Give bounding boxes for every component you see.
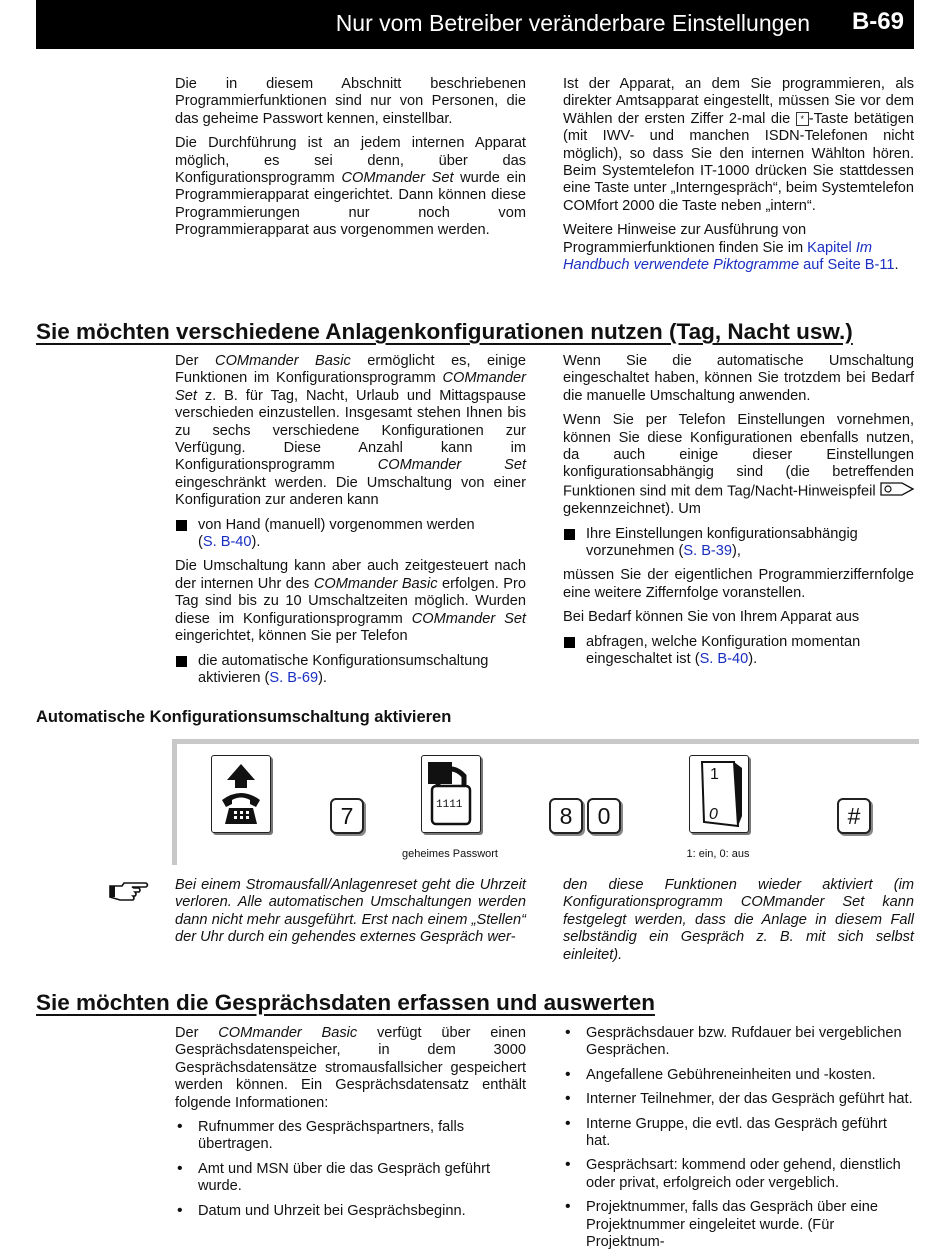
section-heading: Sie möchten verschiedene Anlagenkonfigurationen nutzen (Tag, Nacht usw.) xyxy=(36,319,853,344)
note-left: Bei einem Stromausfall/Anlagenreset geht die Uhrzeit verloren. Alle automatischen Umschaltungen werden dann nicht mehr ausgeführt. Erst nach einem „Stellen“ der Uhr durch ein gehendes externes Gespräch wer- xyxy=(175,877,526,946)
pointing-hand-icon xyxy=(108,880,150,909)
intro-paragraph: Die in diesem Abschnitt beschriebenen Programmierfunktionen sind nur von Personen, die das geheime Passwort kennen, einstellbar. xyxy=(175,76,526,127)
key-hash: # xyxy=(837,798,871,834)
key-0: 0 xyxy=(587,798,621,834)
intro-paragraph: Die Durchführung ist an jedem internen Apparat möglich, es sei denn, über das Konfigurationsprogramm COMmander Set wurde ein Programmierapparat eingerichtet. Dann können diese Programmierungen nur noch vom Programmierapparat aus vorgenommen werden. xyxy=(175,135,526,239)
page-number: B-69 xyxy=(851,8,904,35)
day-night-arrow-icon xyxy=(880,482,914,501)
bullet-dot-icon: • xyxy=(565,1024,571,1041)
bullet-dot-icon: • xyxy=(177,1118,183,1136)
bullet-square-icon xyxy=(564,529,575,540)
key-8: 8 xyxy=(549,798,583,834)
section-paragraph: Bei Bedarf können Sie von Ihrem Apparat aus xyxy=(563,609,860,626)
bullet-square-icon xyxy=(176,656,187,667)
list-item: • Gesprächsdauer bzw. Rufdauer bei vergeblichen Gesprächen. xyxy=(565,1024,902,1059)
page-link[interactable]: S. B-40 xyxy=(202,534,252,551)
bullet-dot-icon: • xyxy=(565,1198,571,1216)
password-digits: 1111 xyxy=(436,799,463,811)
bullet-dot-icon: • xyxy=(177,1201,183,1219)
page-link[interactable]: S. B-39 xyxy=(683,543,733,560)
list-item: die automatische Konfigurationsumschaltung aktivieren (S. B-69). xyxy=(175,653,526,688)
chapter-link[interactable]: Kapitel Im Handbuch verwendete Piktogramme auf Seite B-11 xyxy=(563,239,895,274)
section-paragraph: Der COMmander Basic ermöglicht es, einige Funktionen im Konfigurationsprogramm COMmander Set z. B. für Tag, Nacht, Urlaub und Mittagspause verschieden einzustellen. Insgesamt stehen Ihnen bis zu sechs verschiedene Konfigurationen zur Verfügung. Diese Anzahl kann im Konfigurationsprogramm COMmander Set eingeschränkt werden. Die Umschaltung von einer Konfiguration zur anderen kann xyxy=(175,353,526,509)
lift-handset-icon xyxy=(211,755,271,833)
list-item: • Amt und MSN über die das Gespräch geführt wurde. xyxy=(177,1159,491,1195)
intro-paragraph: Weitere Hinweise zur Ausführung von Programmierfunktionen finden Sie im Kapitel Im Handbuch verwendete Piktogramme auf Seite B-11. xyxy=(563,222,899,274)
section-paragraph: Wenn Sie per Telefon Einstellungen vornehmen, können Sie diese Konfigurationen ebenfalls nutzen, da auch einige dieser Einstellungen konfigurationsabhängig sind (die betreffenden Funktionen sind mit dem Tag/Nacht-Hinweispfeil gekennzeichnet). Um xyxy=(563,412,914,518)
header-title: Nur vom Betreiber veränderbare Einstellungen xyxy=(335,10,810,36)
section-paragraph: müssen Sie der eigentlichen Programmierziffernfolge eine weitere Ziffernfolge voranstellen. xyxy=(563,567,914,601)
bullet-dot-icon: • xyxy=(565,1156,571,1174)
section1-left-column xyxy=(175,353,526,694)
switch-off-label: 0 xyxy=(709,806,718,823)
on-off-switch-icon xyxy=(689,755,749,833)
section-paragraph: Wenn Sie die automatische Umschaltung eingeschaltet haben, können Sie trotzdem bei Bedarf die manuelle Umschaltung anwenden. xyxy=(563,353,914,404)
list-item: • Projektnummer, falls das Gespräch über eine Projektnummer eingeleitet wurde. (Für Projektnum- xyxy=(565,1198,879,1251)
note-right: den diese Funktionen wieder aktiviert (im Konfigurationsprogramm COMmander Set kann festgelegt werden, dass die Anlage in diesem Fall selbständig ein Gespräch z. B. mit sich selbst einleitet). xyxy=(563,877,914,963)
list-item: • Interner Teilnehmer, der das Gespräch geführt hat. xyxy=(565,1090,913,1108)
star-key-icon: * xyxy=(796,112,809,126)
page-link[interactable]: S. B-69 xyxy=(269,669,319,686)
procedure-panel xyxy=(172,739,919,865)
section2-right-column xyxy=(563,1025,914,1258)
subsection-heading: Automatische Konfigurationsumschaltung aktivieren xyxy=(36,708,452,726)
list-item: Ihre Einstellungen konfigurationsabhängig vorzunehmen (S. B-39), xyxy=(563,526,914,561)
list-item: • Gesprächsart: kommend oder gehend, dienstlich oder privat, erfolgreich oder vergeblich. xyxy=(565,1156,901,1191)
list-item: • Interne Gruppe, die evtl. das Gespräch geführt hat. xyxy=(565,1114,887,1150)
bullet-dot-icon: • xyxy=(565,1114,571,1132)
password-caption: geheimes Passwort xyxy=(402,848,498,860)
intro-left-column xyxy=(175,76,526,247)
list-item: • Angefallene Gebühreneinheiten und -kosten. xyxy=(565,1065,876,1083)
bullet-square-icon xyxy=(176,520,187,531)
section2-left-column xyxy=(175,1025,526,1227)
password-lock-icon xyxy=(421,755,481,833)
page-link[interactable]: S. B-40 xyxy=(699,651,749,668)
list-item: abfragen, welche Konfiguration momentan eingeschaltet ist (S. B-40). xyxy=(563,634,914,669)
intro-paragraph: Ist der Apparat, an dem Sie programmieren, als direkter Amtsapparat eingestellt, müssen Sie vor dem Wählen der ersten Ziffer 2-mal die * -Taste betätigen (mit IWV- und manchen ISDN-Telefonen nicht möglich), so dass Sie den internen Wählton hören. Beim Systemtelefon IT-1000 drücken Sie stattdessen eine Taste unter „Interngespräch“, beim Systemtelefon COMfort 2000 die Taste neben „intern“. xyxy=(563,76,914,214)
section-paragraph: Der COMmander Basic verfügt über einen Gesprächsdatenspeicher, in dem 3000 Gesprächsdatensätze stromausfallsicher gespeichert werden können. Ein Gesprächsdatensatz enthält folgende Informationen: xyxy=(175,1025,526,1111)
bullet-square-icon xyxy=(564,637,575,648)
section1-right-column xyxy=(563,353,914,676)
intro-right-column xyxy=(563,76,914,281)
list-item: von Hand (manuell) vorgenommen werden (S. B-40). xyxy=(175,517,526,552)
section-paragraph: Die Umschaltung kann aber auch zeitgesteuert nach der internen Uhr des COMmander Basic erfolgen. Pro Tag sind bis zu 10 Umschaltzeiten möglich. Wurden diese im Konfigurationsprogramm COMmander Set eingerichtet, können Sie per Telefon xyxy=(175,558,526,645)
list-item: • Rufnummer des Gesprächspartners, falls übertragen. xyxy=(177,1118,465,1153)
bullet-dot-icon: • xyxy=(177,1159,183,1177)
list-item: • Datum und Uhrzeit bei Gesprächsbeginn. xyxy=(177,1201,466,1219)
bullet-dot-icon: • xyxy=(565,1090,571,1108)
bullet-dot-icon: • xyxy=(565,1065,571,1083)
key-7: 7 xyxy=(330,798,364,834)
switch-on-label: 1 xyxy=(710,766,719,783)
section-heading: Sie möchten die Gesprächsdaten erfassen und auswerten xyxy=(36,990,655,1015)
page-header xyxy=(36,0,914,49)
switch-caption: 1: ein, 0: aus xyxy=(686,848,750,860)
